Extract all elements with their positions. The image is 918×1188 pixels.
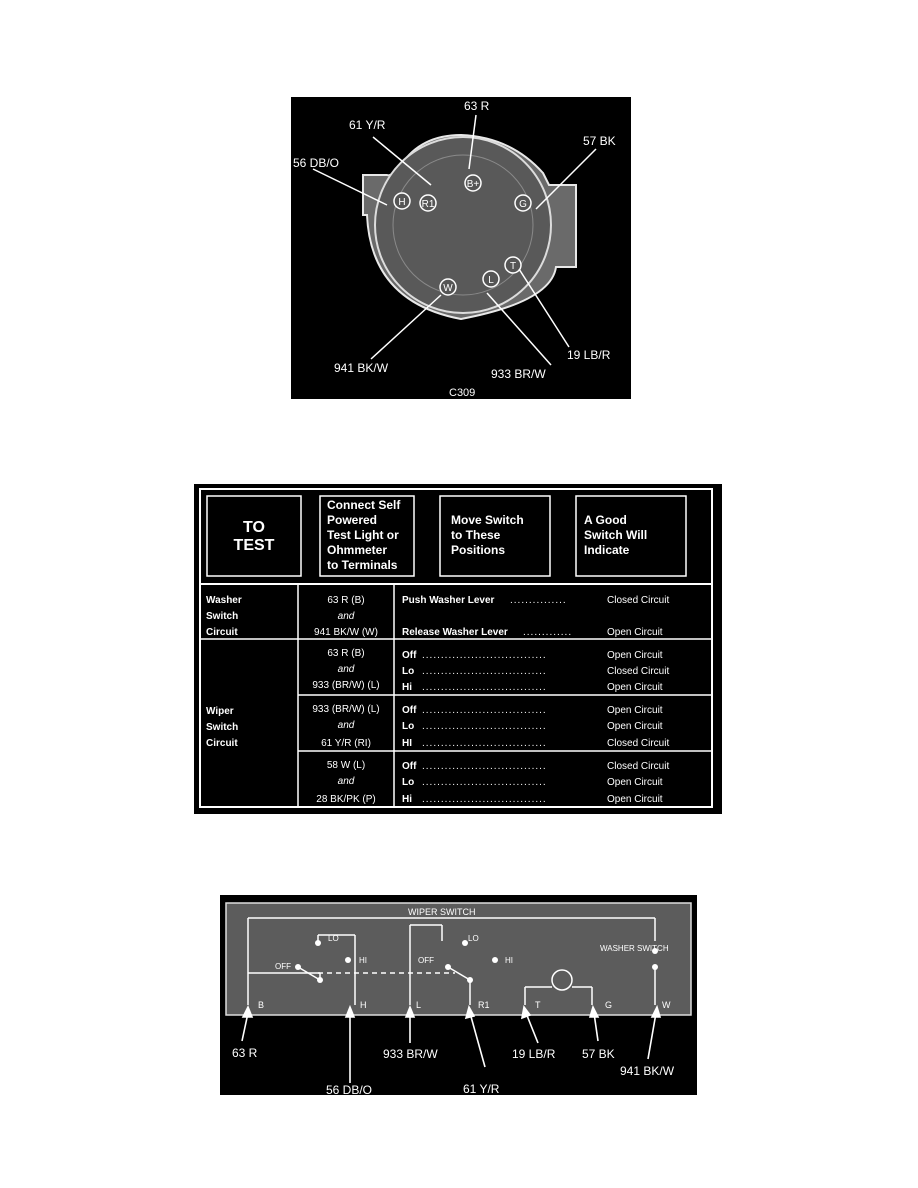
svg-text:Circuit: Circuit xyxy=(206,627,238,638)
svg-text:OFF: OFF xyxy=(275,962,291,971)
svg-text:Closed Circuit: Closed Circuit xyxy=(607,761,670,772)
wiper-group2-rows xyxy=(402,705,669,749)
svg-text:Switch Will: Switch Will xyxy=(584,528,648,542)
svg-text:H: H xyxy=(398,197,406,208)
svg-text:Open Circuit: Open Circuit xyxy=(607,705,663,716)
svg-text:Closed Circuit: Closed Circuit xyxy=(607,595,670,606)
svg-text:R1: R1 xyxy=(478,1000,490,1010)
svg-text:Circuit: Circuit xyxy=(206,738,238,749)
pin-g xyxy=(515,195,531,211)
svg-text:and: and xyxy=(337,611,355,622)
wiper-group1-rows xyxy=(402,650,669,693)
svg-text:933 (BR/W) (L): 933 (BR/W) (L) xyxy=(312,704,380,715)
svg-text:Connect Self: Connect Self xyxy=(327,498,401,512)
svg-text:Closed Circuit: Closed Circuit xyxy=(607,738,670,749)
svg-text:63 R: 63 R xyxy=(232,1046,258,1060)
svg-text:to These: to These xyxy=(451,528,501,542)
wire-label-61yr: 61 Y/R xyxy=(349,118,386,132)
connector-c309-diagram xyxy=(291,97,631,399)
pin-r1 xyxy=(420,195,436,211)
svg-text:TEST: TEST xyxy=(233,537,275,554)
wire-label-933brw: 933 BR/W xyxy=(491,367,546,381)
svg-text:..............................: ................................. xyxy=(422,650,547,661)
svg-text:HI: HI xyxy=(402,738,412,749)
connector-face xyxy=(375,137,551,313)
pin-h xyxy=(394,193,410,209)
svg-text:Lo: Lo xyxy=(402,721,415,732)
svg-text:OFF: OFF xyxy=(418,956,434,965)
svg-text:..............................: ................................. xyxy=(422,794,547,805)
switch-test-table xyxy=(194,484,722,814)
svg-text:.............: ............. xyxy=(523,627,573,638)
wiper-group3-rows xyxy=(402,761,669,805)
svg-text:Off: Off xyxy=(402,761,417,772)
svg-text:Positions: Positions xyxy=(451,543,506,557)
svg-text:Powered: Powered xyxy=(327,513,378,527)
svg-text:B+: B+ xyxy=(466,179,480,190)
washer-rows xyxy=(402,595,669,638)
pin-l xyxy=(483,271,499,287)
svg-text:TO: TO xyxy=(243,519,265,536)
svg-text:G: G xyxy=(519,199,527,210)
svg-text:941 BK/W: 941 BK/W xyxy=(620,1064,675,1078)
header-move xyxy=(451,513,524,557)
svg-text:Move Switch: Move Switch xyxy=(451,513,524,527)
svg-text:Lo: Lo xyxy=(402,777,415,788)
wire-label-941bkw: 941 BK/W xyxy=(334,361,389,375)
svg-text:Hi: Hi xyxy=(402,794,412,805)
svg-text:28 BK/PK (P): 28 BK/PK (P) xyxy=(316,794,376,805)
svg-text:and: and xyxy=(337,720,355,731)
svg-text:61 Y/R (RI): 61 Y/R (RI) xyxy=(321,738,371,749)
svg-text:..............................: ................................. xyxy=(422,777,547,788)
svg-text:H: H xyxy=(360,1000,367,1010)
wire-label-57bk: 57 BK xyxy=(583,134,616,148)
svg-text:T: T xyxy=(535,1000,541,1010)
svg-text:Switch: Switch xyxy=(206,611,239,622)
pin-bplus xyxy=(465,175,481,191)
svg-text:..............................: ................................. xyxy=(422,666,547,677)
svg-text:HI: HI xyxy=(505,956,513,965)
wiper-circuit-label xyxy=(206,706,238,749)
wiper-group1-terminals xyxy=(312,648,379,691)
svg-text:Push Washer Lever: Push Washer Lever xyxy=(402,595,495,606)
svg-text:Open Circuit: Open Circuit xyxy=(607,650,663,661)
svg-text:933 BR/W: 933 BR/W xyxy=(383,1047,438,1061)
header-connect xyxy=(327,498,401,572)
svg-text:Test Light or: Test Light or xyxy=(327,528,399,542)
svg-text:..............................: ................................. xyxy=(422,721,547,732)
svg-text:Ohmmeter: Ohmmeter xyxy=(327,543,388,557)
svg-text:63 R (B): 63 R (B) xyxy=(327,648,365,659)
svg-text:56 DB/O: 56 DB/O xyxy=(326,1083,373,1095)
svg-text:WASHER SWITCH: WASHER SWITCH xyxy=(600,944,669,953)
wire-label-19lbr: 19 LB/R xyxy=(567,348,611,362)
svg-text:Off: Off xyxy=(402,705,417,716)
svg-text:58 W (L): 58 W (L) xyxy=(326,760,366,771)
svg-text:Hi: Hi xyxy=(402,682,412,693)
svg-text:..............................: ................................. xyxy=(422,682,547,693)
svg-text:Indicate: Indicate xyxy=(584,543,630,557)
svg-text:L: L xyxy=(416,1000,422,1010)
washer-circuit-label xyxy=(206,595,242,638)
svg-text:and: and xyxy=(337,776,355,787)
svg-text:Open Circuit: Open Circuit xyxy=(607,777,663,788)
svg-text:Washer: Washer xyxy=(206,595,242,606)
svg-text:Open Circuit: Open Circuit xyxy=(607,627,663,638)
svg-text:T: T xyxy=(509,261,517,272)
svg-text:A Good: A Good xyxy=(584,513,627,527)
svg-text:...............: ............... xyxy=(510,595,567,606)
svg-text:Closed Circuit: Closed Circuit xyxy=(607,666,670,677)
schematic-wire-labels xyxy=(232,1046,675,1095)
svg-text:Wiper: Wiper xyxy=(206,706,234,717)
wiper-group2-terminals xyxy=(312,704,379,749)
wire-label-56dbo: 56 DB/O xyxy=(293,156,340,170)
svg-text:Open Circuit: Open Circuit xyxy=(607,794,663,805)
wiper-switch-schematic xyxy=(220,895,697,1095)
wire-label-63r: 63 R xyxy=(464,99,490,113)
svg-text:Open Circuit: Open Circuit xyxy=(607,721,663,732)
svg-text:19 LB/R: 19 LB/R xyxy=(512,1047,556,1061)
svg-text:G: G xyxy=(605,1000,613,1010)
svg-text:and: and xyxy=(337,664,355,675)
svg-text:Open Circuit: Open Circuit xyxy=(607,682,663,693)
svg-text:Off: Off xyxy=(402,650,417,661)
svg-text:..............................: ................................. xyxy=(422,761,547,772)
svg-text:941 BK/W (W): 941 BK/W (W) xyxy=(314,627,378,638)
svg-text:Switch: Switch xyxy=(206,722,239,733)
svg-text:HI: HI xyxy=(359,956,367,965)
washer-terminals xyxy=(314,595,378,638)
svg-text:R1: R1 xyxy=(421,199,435,210)
pin-t xyxy=(505,257,521,273)
wiper-group3-terminals xyxy=(316,760,375,805)
svg-text:LO: LO xyxy=(468,934,479,943)
header-good xyxy=(584,513,647,557)
svg-text:Lo: Lo xyxy=(402,666,415,677)
svg-text:LO: LO xyxy=(328,934,339,943)
svg-text:L: L xyxy=(488,275,494,286)
svg-text:..............................: ................................. xyxy=(422,738,547,749)
svg-text:57 BK: 57 BK xyxy=(582,1047,615,1061)
svg-text:Release Washer Lever: Release Washer Lever xyxy=(402,627,508,638)
pin-w xyxy=(440,279,456,295)
schematic-title: WIPER SWITCH xyxy=(408,907,476,917)
header-to-test xyxy=(234,519,275,554)
svg-text:B: B xyxy=(258,1000,265,1010)
svg-text:W: W xyxy=(662,1000,671,1010)
svg-text:61 Y/R: 61 Y/R xyxy=(463,1082,500,1095)
connector-id: C309 xyxy=(449,387,476,399)
svg-text:..............................: ................................. xyxy=(422,705,547,716)
svg-text:63 R (B): 63 R (B) xyxy=(327,595,365,606)
svg-text:W: W xyxy=(443,283,453,294)
svg-text:to Terminals: to Terminals xyxy=(327,558,398,572)
svg-text:933 (BR/W) (L): 933 (BR/W) (L) xyxy=(312,680,380,691)
